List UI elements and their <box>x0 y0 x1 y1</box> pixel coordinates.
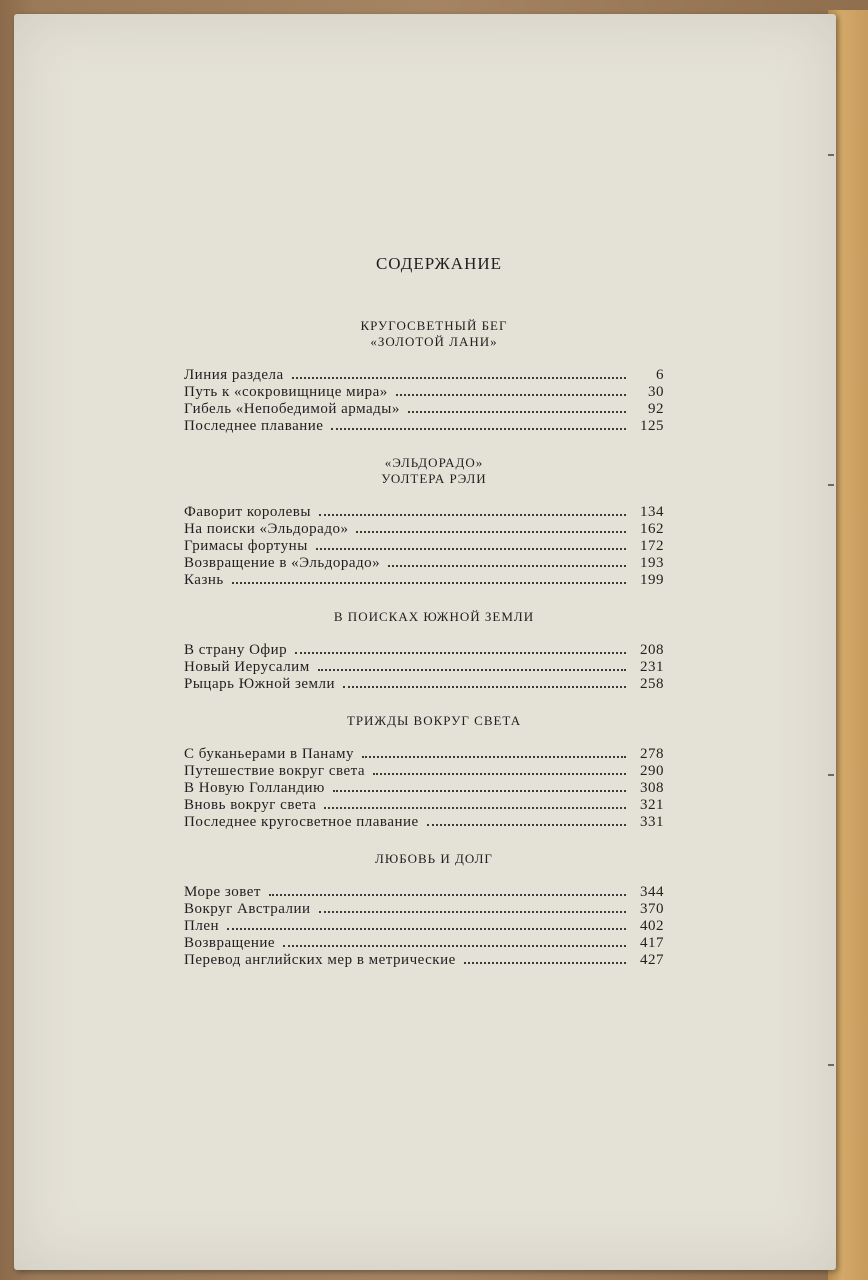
dot-leader <box>396 394 626 396</box>
toc-section <box>184 455 664 589</box>
section-heading-line: В ПОИСКАХ ЮЖНОЙ ЗЕМЛИ <box>333 609 535 624</box>
entry-title: Путешествие вокруг света <box>184 763 366 779</box>
entry-title: Плен <box>184 918 220 934</box>
dot-leader <box>408 411 626 413</box>
entry-title: Перевод английских мер в метрические <box>184 952 456 968</box>
dot-leader <box>427 824 626 826</box>
dot-leader <box>331 428 626 430</box>
entry-title: В страну Офир <box>184 642 288 658</box>
entry-title: Гримасы фортуны <box>184 538 308 554</box>
entry-title: Рыцарь Южной земли <box>184 676 336 692</box>
entry-title: Возвращение <box>184 935 276 951</box>
binding-stitch <box>828 484 834 486</box>
entry-title: Возвращение в «Эльдорадо» <box>184 555 381 571</box>
entry-page-number: 134 <box>640 504 664 520</box>
entry-page-number: 344 <box>640 884 664 900</box>
dot-leader <box>316 548 626 550</box>
entry-page-number: 172 <box>640 538 664 554</box>
section-heading-line: «ЭЛЬДОРАДО» <box>384 455 484 470</box>
dot-leader <box>269 894 626 896</box>
toc-section <box>184 851 664 969</box>
section-heading <box>184 609 664 625</box>
dot-leader <box>295 652 626 654</box>
entry-page-number: 193 <box>640 555 664 571</box>
section-heading-line: КРУГОСВЕТНЫЙ БЕГ <box>360 318 508 333</box>
toc-section <box>184 609 664 693</box>
entry-page-number: 427 <box>640 952 664 968</box>
section-heading-line: УОЛТЕРА РЭЛИ <box>381 471 487 486</box>
toc-entry[interactable] <box>184 659 664 676</box>
dot-leader <box>319 911 626 913</box>
entry-page-number: 125 <box>640 418 664 434</box>
toc-entry[interactable] <box>184 952 664 969</box>
binding-stitch <box>828 774 834 776</box>
toc-entry[interactable] <box>184 521 664 538</box>
toc-entry[interactable] <box>184 814 664 831</box>
entry-title: С буканьерами в Панаму <box>184 746 354 762</box>
entry-title: Последнее плавание <box>184 418 324 434</box>
section-heading <box>184 455 664 487</box>
dot-leader <box>283 945 626 947</box>
toc-entry[interactable] <box>184 538 664 555</box>
entry-page-number: 370 <box>640 901 664 917</box>
entry-page-number: 199 <box>640 572 664 588</box>
toc-section <box>184 713 664 831</box>
toc-entry[interactable] <box>184 367 664 384</box>
toc-entry[interactable] <box>184 418 664 435</box>
toc-section <box>184 318 664 435</box>
entry-page-number: 278 <box>640 746 664 762</box>
entry-title: Гибель «Непобедимой армады» <box>184 401 400 417</box>
entry-page-number: 6 <box>656 367 664 383</box>
entry-page-number: 162 <box>640 521 664 537</box>
entry-page-number: 321 <box>640 797 664 813</box>
entry-title: Путь к «сокровищнице мира» <box>184 384 388 400</box>
section-heading <box>184 851 664 867</box>
toc-entry[interactable] <box>184 746 664 763</box>
toc-entry[interactable] <box>184 504 664 521</box>
table-of-contents <box>184 254 664 989</box>
dot-leader <box>388 565 626 567</box>
toc-entry[interactable] <box>184 676 664 693</box>
dot-leader <box>343 686 626 688</box>
entry-page-number: 417 <box>640 935 664 951</box>
toc-entry[interactable] <box>184 780 664 797</box>
entry-page-number: 290 <box>640 763 664 779</box>
dot-leader <box>333 790 626 792</box>
entry-page-number: 208 <box>640 642 664 658</box>
entry-page-number: 92 <box>648 401 664 417</box>
binding-stitch <box>828 154 834 156</box>
dot-leader <box>356 531 626 533</box>
dot-leader <box>232 582 626 584</box>
entry-title: Вновь вокруг света <box>184 797 317 813</box>
entry-page-number: 231 <box>640 659 664 675</box>
dot-leader <box>373 773 626 775</box>
toc-title: СОДЕРЖАНИЕ <box>375 254 503 273</box>
dot-leader <box>319 514 626 516</box>
entry-title: На поиски «Эльдорадо» <box>184 521 349 537</box>
dot-leader <box>324 807 626 809</box>
entry-title: Фаворит королевы <box>184 504 311 520</box>
entry-title: Казнь <box>184 572 224 588</box>
entry-title: Новый Иерусалим <box>184 659 310 675</box>
toc-entry[interactable] <box>184 884 664 901</box>
toc-entry[interactable] <box>184 401 664 418</box>
section-heading <box>184 318 664 350</box>
dot-leader <box>362 756 626 758</box>
dot-leader <box>292 377 626 379</box>
entry-page-number: 308 <box>640 780 664 796</box>
toc-entry[interactable] <box>184 555 664 572</box>
entry-title: Вокруг Австралии <box>184 901 311 917</box>
section-heading-line: ТРИЖДЫ ВОКРУГ СВЕТА <box>346 713 522 728</box>
dot-leader <box>464 962 626 964</box>
entry-page-number: 258 <box>640 676 664 692</box>
book-page <box>14 14 836 1270</box>
toc-entry[interactable] <box>184 901 664 918</box>
dot-leader <box>318 669 626 671</box>
entry-title: Море зовет <box>184 884 261 900</box>
entry-title: В Новую Голландию <box>184 780 325 796</box>
entry-title: Последнее кругосветное плавание <box>184 814 419 830</box>
toc-entry[interactable] <box>184 572 664 589</box>
toc-entry[interactable] <box>184 918 664 935</box>
entry-page-number: 30 <box>648 384 664 400</box>
section-heading <box>184 713 664 729</box>
dot-leader <box>227 928 626 930</box>
binding-stitch <box>828 1064 834 1066</box>
toc-entry[interactable] <box>184 384 664 401</box>
toc-entry[interactable] <box>184 642 664 659</box>
entry-page-number: 331 <box>640 814 664 830</box>
entry-title: Линия раздела <box>184 367 284 383</box>
toc-sections <box>184 318 664 969</box>
section-heading-line: ЛЮБОВЬ И ДОЛГ <box>375 851 493 866</box>
section-heading-line: «ЗОЛОТОЙ ЛАНИ» <box>370 334 498 349</box>
toc-entry[interactable] <box>184 935 664 952</box>
entry-page-number: 402 <box>640 918 664 934</box>
toc-entry[interactable] <box>184 763 664 780</box>
toc-entry[interactable] <box>184 797 664 814</box>
